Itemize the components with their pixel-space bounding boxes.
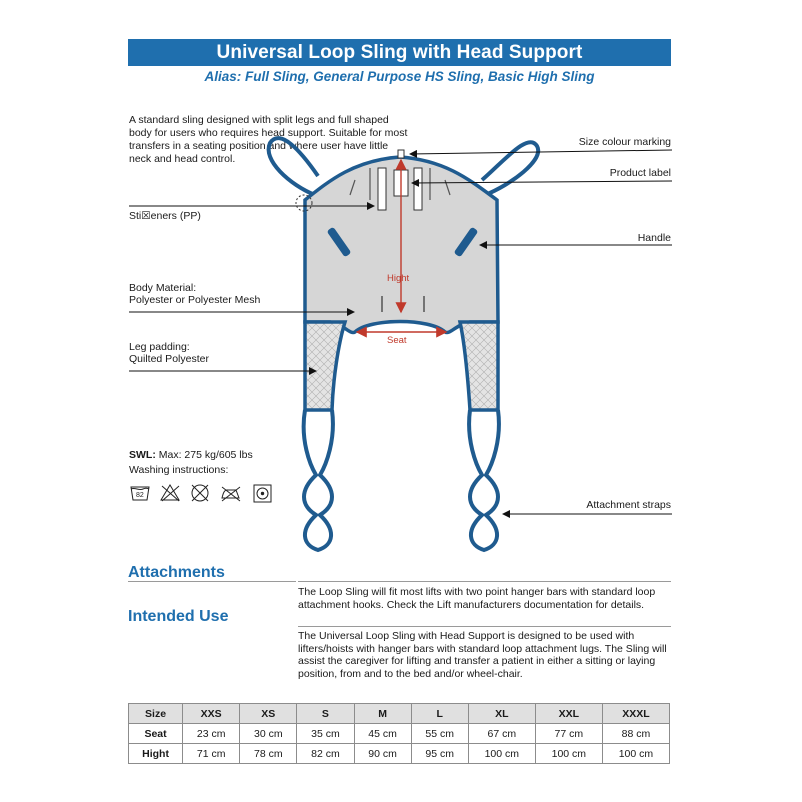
no-dryclean-icon: [192, 485, 208, 501]
size-col: XXXL: [602, 704, 669, 724]
table-row: [129, 724, 670, 744]
table-cell: 90 cm: [354, 744, 411, 764]
intended-use-heading: Intended Use: [128, 608, 229, 625]
table-cell: 77 cm: [535, 724, 602, 744]
intended-use-text: The Universal Loop Sling with Head Support is designed to be used with lifters/hoists with hanger bars with standard loop attachment lugs. The Sling will assist the caregiver for lifting and transfer a patient in either a sitting or laying position, from and to the bed and/or wheel-chair.: [298, 630, 667, 680]
tumble-dry-icon: [254, 485, 271, 502]
swl-value: Max: 275 kg/605 lbs: [158, 449, 253, 461]
wash-temp: 82: [136, 492, 144, 499]
size-table: [128, 703, 670, 764]
table-cell: 82 cm: [297, 744, 354, 764]
row-label-seat: Seat: [129, 724, 183, 744]
swl-label: SWL:: [129, 449, 156, 461]
table-cell: 55 cm: [411, 724, 468, 744]
attachment-strap-left: [304, 410, 333, 550]
page-title: Universal Loop Sling with Head Support: [128, 39, 671, 66]
stiffener-left: [378, 168, 386, 210]
stiffener-right: [414, 168, 422, 210]
label-size-colour: Size colour marking: [578, 136, 671, 148]
table-cell: 78 cm: [240, 744, 297, 764]
leader-size-colour: [410, 150, 672, 154]
table-cell: 100 cm: [535, 744, 602, 764]
size-col: M: [354, 704, 411, 724]
table-cell: 71 cm: [183, 744, 240, 764]
size-col: XXS: [183, 704, 240, 724]
product-description: A standard sling designed with split legs and full shaped body for users who requires head support. Suitable for most transfers in a seating position and where user have little neck and head control.: [129, 114, 408, 165]
table-cell: 67 cm: [468, 724, 535, 744]
attachments-rule-left: [128, 581, 296, 582]
label-hight: Hight: [387, 273, 410, 284]
page-subtitle: Alias: Full Sling, General Purpose HS Sling, Basic High Sling: [204, 69, 595, 84]
attachments-text: The Loop Sling will fit most lifts with two point hanger bars with standard loop attachment hooks. Check the Lift manufacturers documentation for details.: [298, 586, 656, 611]
table-cell: 95 cm: [411, 744, 468, 764]
size-table-header-label: Size: [129, 704, 183, 724]
size-col: S: [297, 704, 354, 724]
label-seat: Seat: [387, 335, 407, 346]
table-cell: 35 cm: [297, 724, 354, 744]
label-leg-padding-value: Quilted Polyester: [129, 353, 209, 365]
size-colour-mark: [398, 150, 404, 158]
size-table-header-row: [129, 704, 670, 724]
label-body-material-value: Polyester or Polyester Mesh: [129, 294, 261, 306]
leg-pad-left: [305, 322, 345, 410]
attachments-heading: Attachments: [128, 564, 225, 581]
intended-use-rule: [298, 626, 671, 627]
attachment-strap-right: [469, 410, 499, 550]
table-cell: 100 cm: [468, 744, 535, 764]
label-body-material-title: Body Material:: [129, 282, 197, 294]
head-loop-left: [269, 138, 318, 195]
label-stiffeners: Sti☒eners (PP): [129, 210, 201, 222]
label-handle: Handle: [637, 232, 671, 244]
swl-info: [129, 449, 253, 462]
size-col: XXL: [535, 704, 602, 724]
head-loop-right: [482, 142, 538, 195]
label-leg-padding-title: Leg padding:: [129, 341, 190, 353]
table-cell: 30 cm: [240, 724, 297, 744]
washing-icons: [129, 482, 279, 504]
no-iron-icon: [222, 487, 240, 501]
row-label-hight: Hight: [129, 744, 183, 764]
table-row: [129, 744, 670, 764]
table-cell: 100 cm: [602, 744, 669, 764]
attachments-rule-right: [298, 581, 671, 582]
leg-pad-right: [460, 322, 498, 410]
wash-82-icon: [131, 487, 149, 500]
label-product-label: Product label: [609, 167, 671, 179]
table-cell: 88 cm: [602, 724, 669, 744]
size-col: L: [411, 704, 468, 724]
table-cell: 23 cm: [183, 724, 240, 744]
size-col: XS: [240, 704, 297, 724]
table-cell: 45 cm: [354, 724, 411, 744]
label-attachment-straps: Attachment straps: [586, 499, 671, 511]
size-col: XL: [468, 704, 535, 724]
washing-label: Washing instructions:: [129, 464, 229, 476]
no-bleach-icon: [161, 485, 179, 501]
